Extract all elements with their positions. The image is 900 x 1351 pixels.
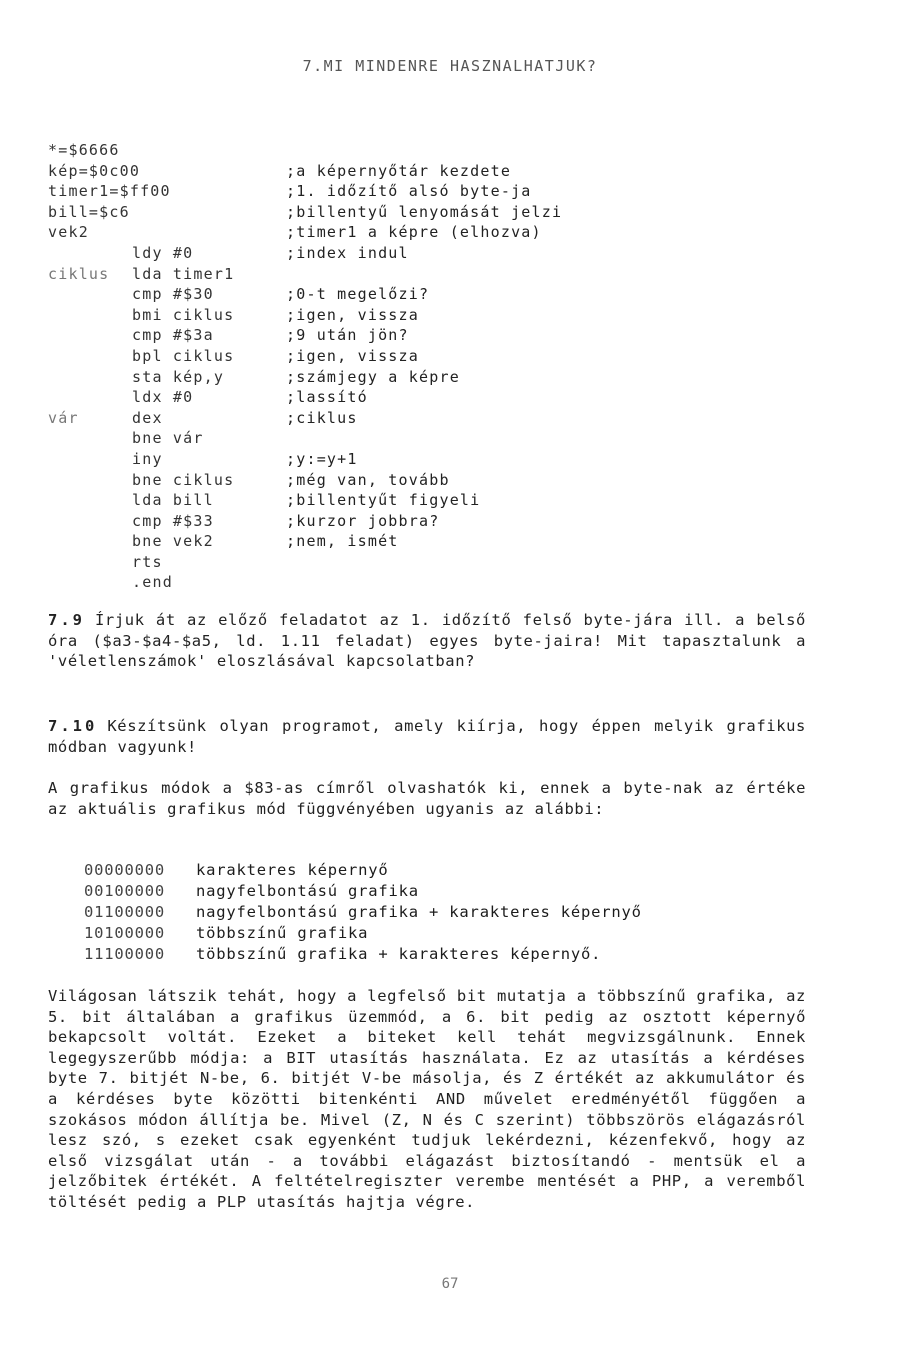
code-line: [48, 284, 828, 305]
exercise-text: Írjuk át az előző feladatot az 1. időzítő felső byte-jára ill. a belső óra ($a3-$a4-$a5, ld. 1.11 feladat) egyes byte-jaira! Mit tapasztalunk a 'véletlenszámok' eloszlásával kapcsolatban?: [48, 611, 806, 671]
code-instruction: bmi ciklus: [132, 305, 235, 324]
code-comment: ;számjegy a képre: [286, 367, 460, 386]
code-comment: ;billentyű lenyomását jelzi: [286, 202, 563, 221]
intro-paragraph: A grafikus módok a $83-as címről olvashatók ki, ennek a byte-nak az értéke az aktuális grafikus mód függvényében ugyanis az alábbi:: [48, 779, 806, 818]
code-line: [48, 305, 828, 326]
code-comment: ;9 után jön?: [286, 326, 409, 345]
code-comment: ;nem, ismét: [286, 532, 399, 551]
mode-description: többszínű grafika + karakteres képernyő.: [196, 945, 602, 963]
code-comment: ;ciklus: [286, 408, 358, 427]
code-instruction: sta kép,y: [132, 367, 225, 386]
assembly-listing: [48, 140, 828, 593]
code-comment: ;billentyűt figyeli: [286, 491, 481, 510]
code-line: [48, 222, 828, 243]
code-comment: ;timer1 a képre (elhozva): [286, 223, 542, 242]
code-line: [48, 387, 828, 408]
code-line: [48, 367, 828, 388]
code-comment: ;1. időzítő alsó byte-ja: [286, 182, 532, 201]
mode-description: karakteres képernyő: [196, 861, 389, 879]
code-line: [48, 346, 828, 367]
code-instruction: cmp #$3a: [132, 326, 214, 345]
graphics-mode-list: [84, 860, 784, 965]
mode-description: nagyfelbontású grafika + karakteres képernyő: [196, 903, 642, 921]
mode-item: [84, 923, 784, 944]
mode-item: [84, 881, 784, 902]
code-line: [48, 325, 828, 346]
code-instruction: cmp #$33: [132, 511, 214, 530]
code-instruction: ldx #0: [132, 388, 194, 407]
code-comment: ;index indul: [286, 243, 409, 262]
mode-item: [84, 860, 784, 881]
code-instruction: iny: [132, 449, 163, 468]
code-instruction: dex: [132, 408, 163, 427]
code-comment: ;kurzor jobbra?: [286, 511, 440, 530]
mode-bits: 11100000: [84, 945, 166, 963]
code-comment: ;a képernyőtár kezdete: [286, 161, 512, 180]
code-instruction: vek2: [48, 223, 89, 242]
page-title: 7.MI MINDENRE HASZNALHATJUK?: [302, 57, 598, 75]
code-instruction: rts: [132, 552, 163, 571]
code-line: [48, 531, 828, 552]
code-line: [48, 572, 828, 593]
code-instruction: bpl ciklus: [132, 346, 235, 365]
code-line: [48, 140, 828, 161]
exercise-number: 7.10: [48, 717, 98, 735]
code-line: [48, 243, 828, 264]
code-comment: ;y:=y+1: [286, 449, 358, 468]
code-instruction: *=$6666: [48, 141, 120, 159]
page-number: 67: [441, 1276, 459, 1292]
code-instruction: ldy #0: [132, 243, 194, 262]
code-instruction: cmp #$30: [132, 285, 214, 304]
exercise-number: 7.9: [48, 611, 85, 629]
code-instruction: .end: [132, 573, 173, 592]
mode-bits: 00100000: [84, 882, 166, 900]
exercise-text: Készítsünk olyan programot, amely kiírja, hogy éppen melyik grafikus módban vagyunk!: [48, 717, 806, 756]
code-comment: ;igen, vissza: [286, 346, 419, 365]
code-comment: ;még van, tovább: [286, 470, 450, 489]
mode-item: [84, 944, 784, 965]
code-line: [48, 408, 828, 429]
code-instruction: lda bill: [132, 491, 214, 510]
code-comment: ;igen, vissza: [286, 305, 419, 324]
code-instruction: lda timer1: [132, 264, 235, 283]
code-label: vár: [48, 408, 79, 427]
code-line: [48, 428, 828, 449]
code-line: [48, 511, 828, 532]
code-instruction: bne ciklus: [132, 470, 235, 489]
code-comment: ;0-t megelőzi?: [286, 285, 430, 304]
code-label: ciklus: [48, 264, 110, 283]
code-line: [48, 552, 828, 573]
code-instruction: bne vár: [132, 429, 204, 448]
code-line: [48, 470, 828, 491]
code-line: [48, 161, 828, 182]
code-instruction: timer1=$ff00: [48, 182, 171, 201]
mode-item: [84, 902, 784, 923]
mode-description: többszínű grafika: [196, 924, 369, 942]
code-line: [48, 202, 828, 223]
mode-bits: 10100000: [84, 924, 166, 942]
mode-bits: 00000000: [84, 861, 166, 879]
mode-description: nagyfelbontású grafika: [196, 882, 419, 900]
mode-bits: 01100000: [84, 903, 166, 921]
code-comment: ;lassító: [286, 388, 368, 407]
code-line: [48, 264, 828, 285]
code-line: [48, 449, 828, 470]
exercise-7-10: [48, 716, 806, 757]
code-instruction: kép=$0c00: [48, 161, 141, 180]
code-line: [48, 490, 828, 511]
explanation-paragraph: Világosan látszik tehát, hogy a legfelső bit mutatja a többszínű grafika, az 5. bit általában a grafikus üzemmód, a 6. bit pedig az osztott képernyő bekapcsolt voltát. Ezeket a biteket kell tehát megvizsgálnunk. Ennek legegyszerűbb módja: a BIT utasítás használata. Ez az utasítás a kérdéses byte 7. bitjét N-be, 6. bitjét V-be másolja, és Z értékét az akkumulátor és a kérdéses byte közötti bitenkénti AND művelet eredményétől függően a szokásos módon állítja be. Mivel (Z, N és C szerint) többszörös elágazásról lesz szó, s ezeket csak egyenként tudjuk lekérdezni, kézenfekvő, hogy az első vizsgálat után - a további elágazást biztosítandó - mentsük el a jelzőbitek értékét. A feltételregiszter verembe mentését a PHP, a veremből töltését pedig a PLP utasítás hajtja végre.: [48, 987, 806, 1211]
exercise-7-9: [48, 610, 806, 672]
code-instruction: bill=$c6: [48, 202, 130, 221]
code-line: [48, 181, 828, 202]
code-instruction: bne vek2: [132, 532, 214, 551]
